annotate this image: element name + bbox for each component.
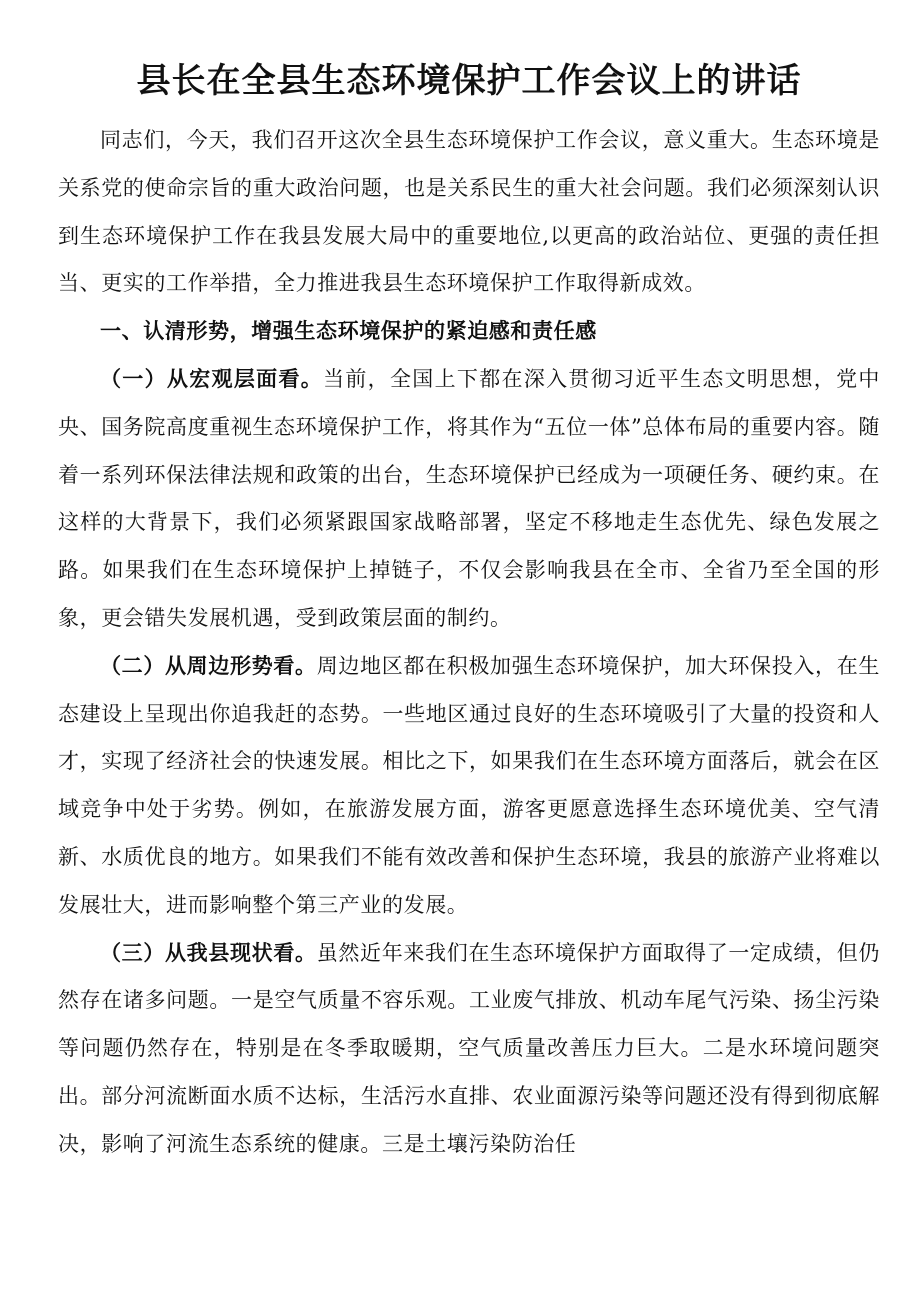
item-lead: （二）从周边形势看。 <box>100 653 317 678</box>
document-title: 县长在全县生态环境保护工作会议上的讲话 <box>136 61 802 101</box>
section-item-2 <box>58 643 880 930</box>
section-item-3 <box>58 930 880 1169</box>
item-text: 虽然近年来我们在生态环境保护方面取得了一定成绩，但仍然存在诸多问题。一是空气质量不容乐观。工业废气排放、机动车尾气污染、扬尘污染等问题仍然存在，特别是在冬季取暖期，空气质量改善压力巨大。二是水环境问题突出。部分河流断面水质不达标，生活污水直排、农业面源污染等问题还没有得到彻底解决，影响了河流生态系统的健康。三是土壤污染防治任 <box>58 940 880 1156</box>
document-page <box>58 55 880 1169</box>
item-text: 周边地区都在积极加强生态环境保护，加大环保投入，在生态建设上呈现出你追我赶的态势。一些地区通过良好的生态环境吸引了大量的投资和人才，实现了经济社会的快速发展。相比之下，如果我们在生态环境方面落后，就会在区域竞争中处于劣势。例如，在旅游发展方面，游客更愿意选择生态环境优美、空气清新、水质优良的地方。如果我们不能有效改善和保护生态环境，我县的旅游产业将难以发展壮大，进而影响整个第三产业的发展。 <box>58 653 880 917</box>
section-heading: 一、认清形势，增强生态环境保护的紧迫感和责任感 <box>100 319 597 344</box>
item-lead: （一）从宏观层面看。 <box>100 366 324 391</box>
item-lead: （三）从我县现状看。 <box>100 940 317 965</box>
section-item-1 <box>58 356 880 643</box>
item-text: 当前，全国上下都在深入贯彻习近平生态文明思想，党中央、国务院高度重视生态环境保护工作，将其作为“五位一体”总体布局的重要内容。随着一系列环保法律法规和政策的出台，生态环境保护已经成为一项硬任务、硬约束。在这样的大背景下，我们必须紧跟国家战略部署，坚定不移地走生态优先、绿色发展之路。如果我们在生态环境保护上掉链子，不仅会影响我县在全市、全省乃至全国的形象，更会错失发展机遇，受到政策层面的制约。 <box>58 366 881 630</box>
intro-paragraph: 同志们，今天，我们召开这次全县生态环境保护工作会议，意义重大。生态环境是关系党的使命宗旨的重大政治问题，也是关系民生的重大社会问题。我们必须深刻认识到生态环境保护工作在我县发展大局中的重要地位,以更高的政治站位、更强的责任担当、更实的工作举措，全力推进我县生态环境保护工作取得新成效。 <box>58 128 880 296</box>
